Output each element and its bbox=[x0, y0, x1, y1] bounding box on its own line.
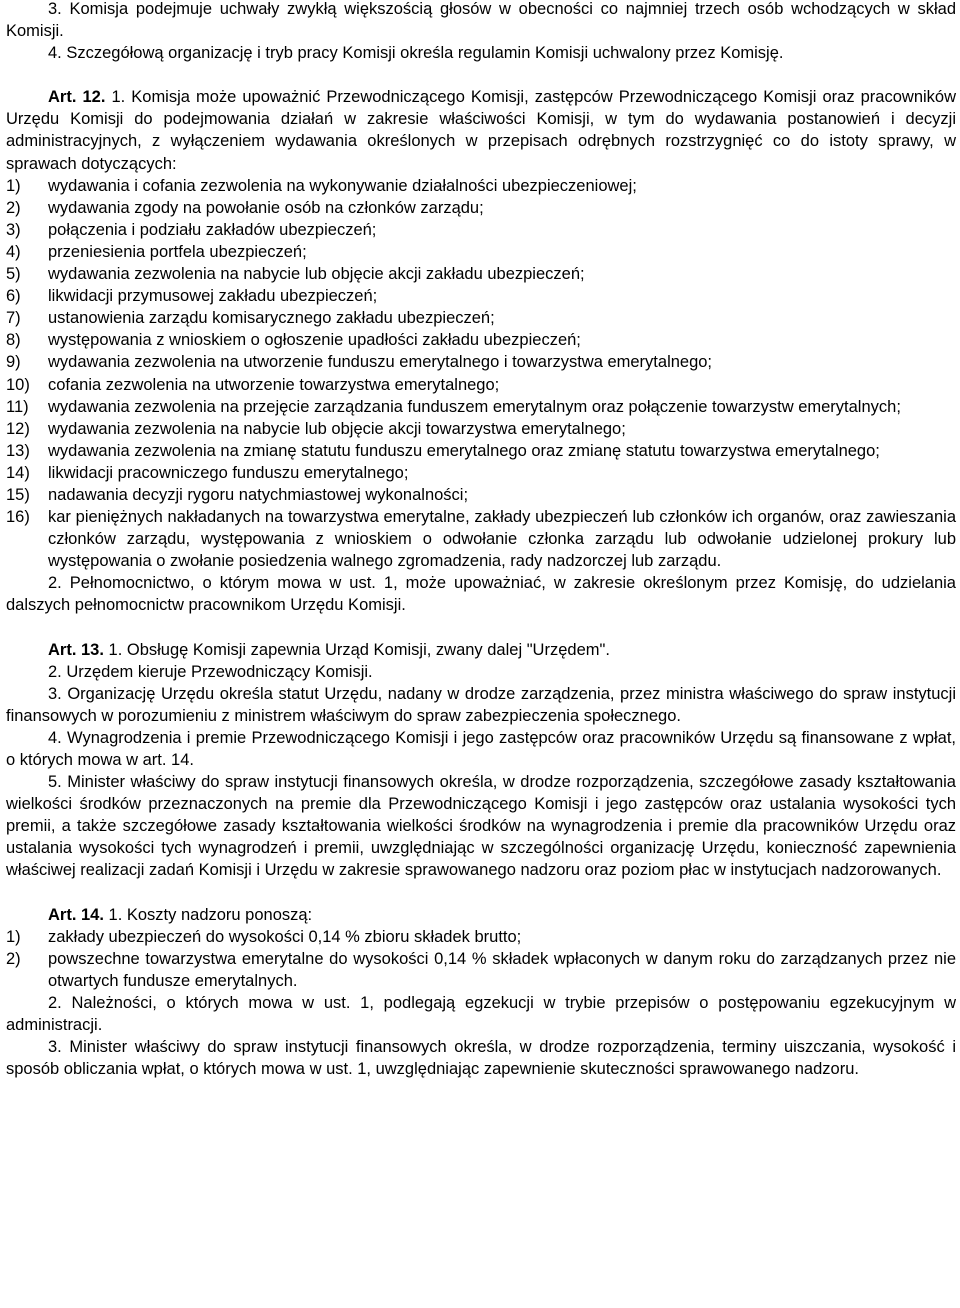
art-12-heading: Art. 12. bbox=[48, 88, 106, 107]
art-14-p1-text: 1. Koszty nadzoru ponoszą: bbox=[103, 905, 313, 924]
list-item-number: 11) bbox=[6, 397, 29, 416]
list-item bbox=[6, 374, 956, 396]
list-item-number: 8) bbox=[6, 331, 21, 350]
list-item-text: połączenia i podziału zakładów ubezpieczeń; bbox=[48, 220, 377, 239]
list-item bbox=[6, 351, 956, 373]
list-item-text: cofania zezwolenia na utworzenie towarzystwa emerytalnego; bbox=[48, 375, 500, 394]
list-item bbox=[6, 197, 956, 219]
list-item-number: 15) bbox=[6, 485, 30, 504]
list-item-number: 16) bbox=[6, 508, 30, 527]
list-item bbox=[6, 948, 956, 992]
list-item bbox=[6, 285, 956, 307]
list-item-text: wydawania i cofania zezwolenia na wykonywanie działalności ubezpieczeniowej; bbox=[48, 176, 637, 195]
art-13-paragraph-4: 4. Wynagrodzenia i premie Przewodniczącego Komisji i jego zastępców oraz pracowników Urzędu są finansowane z wpłat, o których mowa w art. 14. bbox=[6, 728, 956, 769]
art-13-paragraph-3: 3. Organizację Urzędu określa statut Urzędu, nadany w drodze zarządzenia, przez ministra właściwego do spraw instytucji finansowych w porozumieniu z ministrem właściwym do spraw zabezpieczenia społecznego. bbox=[6, 684, 956, 725]
art-14-paragraph-2: 2. Należności, o których mowa w ust. 1, podlegają egzekucji w trybie przepisów o postępowaniu egzekucyjnym w administracji. bbox=[6, 993, 956, 1035]
list-item-number: 3) bbox=[6, 220, 21, 239]
list-item-text: wydawania zezwolenia na nabycie lub objęcie akcji zakładu ubezpieczeń; bbox=[48, 265, 585, 284]
list-item-text: wydawania zezwolenia na przejęcie zarządzania funduszem emerytalnym oraz połączenie towarzystw emerytalnych; bbox=[48, 397, 901, 416]
list-item-text: wydawania zezwolenia na nabycie lub objęcie akcji towarzystwa emerytalnego; bbox=[48, 419, 626, 438]
list-item bbox=[6, 241, 956, 263]
list-item-number: 2) bbox=[6, 949, 21, 968]
art-14-paragraph-1 bbox=[6, 904, 956, 926]
list-item-text: likwidacji pracowniczego funduszu emerytalnego; bbox=[48, 463, 409, 482]
list-item-text: przeniesienia portfela ubezpieczeń; bbox=[48, 242, 307, 261]
document-page bbox=[6, 0, 956, 1080]
art-13-paragraph-2: 2. Urzędem kieruje Przewodniczący Komisji. bbox=[48, 662, 373, 681]
list-item bbox=[6, 263, 956, 285]
list-item-number: 1) bbox=[6, 176, 21, 195]
list-item-text: likwidacji przymusowej zakładu ubezpieczeń; bbox=[48, 287, 378, 306]
list-item-text: zakłady ubezpieczeń do wysokości 0,14 % zbioru składek brutto; bbox=[48, 927, 522, 946]
list-item bbox=[6, 484, 956, 506]
list-item bbox=[6, 329, 956, 351]
art-12-paragraph-2: 2. Pełnomocnictwo, o którym mowa w ust. 1, może upoważniać, w zakresie określonym przez Komisję, do udzielania dalszych pełnomocnictw pracownikom Urzędu Komisji. bbox=[6, 574, 956, 615]
list-item-text: powszechne towarzystwa emerytalne do wysokości 0,14 % składek wpłaconych w danym roku do zarządzanych przez nie otwartych fundusze emerytalnych. bbox=[48, 949, 956, 990]
list-item bbox=[6, 307, 956, 329]
art-12-p1-text: 1. Komisja może upoważnić Przewodniczącego Komisji, zastępców Przewodniczącego Komisji oraz pracowników Urzędu Komisji do podejmowania działań w zakresie właściwości Komisji, w tym do wydawania postanowień i decyzji administracyjnych, z wyłączeniem wydawania określonych w przepisach odrębnych rozstrzygnięć co do istoty sprawy, w sprawach dotyczących: bbox=[6, 88, 957, 173]
art-14-paragraph-3: 3. Minister właściwy do spraw instytucji finansowych określa, w drodze rozporządzenia, terminy uiszczania, wysokość i sposób obliczania wpłat, o których mowa w ust. 1, uwzględniając zapewnienie skuteczności sprawowanego nadzoru. bbox=[6, 1038, 956, 1079]
art-12-list bbox=[6, 175, 956, 573]
list-item-number: 12) bbox=[6, 419, 30, 438]
list-item-text: występowania z wnioskiem o ogłoszenie upadłości zakładu ubezpieczeń; bbox=[48, 331, 581, 350]
list-item bbox=[6, 506, 956, 572]
list-item bbox=[6, 926, 956, 948]
list-item-text: kar pieniężnych nakładanych na towarzystwa emerytalne, zakłady ubezpieczeń lub członków ich organów, oraz zawieszania członków zarządu, występowania z wnioskiem o odwołanie członka zarządu lub odwołanie udzielonej prokury lub występowania o zwołanie posiedzenia walnego zgromadzenia, rady nadzorczej lub zarządu. bbox=[48, 508, 956, 571]
art-13-paragraph-1 bbox=[6, 639, 956, 661]
paragraph-4: 4. Szczegółową organizację i tryb pracy Komisji określa regulamin Komisji uchwalony przez Komisję. bbox=[48, 44, 784, 63]
list-item-text: wydawania zgody na powołanie osób na członków zarządu; bbox=[48, 198, 484, 217]
list-item-number: 5) bbox=[6, 265, 21, 284]
paragraph-3: 3. Komisja podejmuje uchwały zwykłą większością głosów w obecności co najmniej trzech osób wchodzących w skład Komisji. bbox=[6, 0, 956, 41]
list-item-number: 9) bbox=[6, 353, 21, 372]
art-14-heading: Art. 14. bbox=[48, 905, 104, 924]
list-item-number: 14) bbox=[6, 463, 30, 482]
list-item-text: wydawania zezwolenia na zmianę statutu funduszu emerytalnego oraz zmianę statutu towarzystwa emerytalnego; bbox=[48, 441, 880, 460]
art-13-paragraph-5: 5. Minister właściwy do spraw instytucji finansowych określa, w drodze rozporządzenia, szczegółowe zasady kształtowania wielkości środków przeznaczonych na premie dla Przewodniczącego Komisji i jego zastępców oraz ustalania wysokości tych premii, a także szczegółowe zasady kształtowania wielkości środków na wynagrodzenia i premie dla pracowników Urzędu oraz ustalania wysokości tych wynagrodzeń i premii, uwzględniając w szczególności organizację Urzędu, konieczność zapewnienia właściwej realizacji zadań Komisji i Urzędu w zakresie sprawowanego nadzoru oraz poziom płac w instytucjach nadzorowanych. bbox=[6, 773, 956, 880]
list-item bbox=[6, 219, 956, 241]
art-13-p1-text: 1. Obsługę Komisji zapewnia Urząd Komisji, zwany dalej "Urzędem". bbox=[103, 640, 610, 659]
list-item bbox=[6, 175, 956, 197]
list-item-number: 13) bbox=[6, 441, 30, 460]
list-item bbox=[6, 396, 956, 418]
list-item-text: nadawania decyzji rygoru natychmiastowej wykonalności; bbox=[48, 485, 469, 504]
list-item bbox=[6, 418, 956, 440]
list-item-text: ustanowienia zarządu komisarycznego zakładu ubezpieczeń; bbox=[48, 309, 495, 328]
list-item-text: wydawania zezwolenia na utworzenie funduszu emerytalnego i towarzystwa emerytalnego; bbox=[48, 353, 713, 372]
list-item bbox=[6, 440, 956, 462]
list-item-number: 4) bbox=[6, 242, 21, 261]
art-12-paragraph-1 bbox=[6, 86, 956, 174]
list-item-number: 7) bbox=[6, 309, 21, 328]
art-14-list bbox=[6, 926, 956, 992]
list-item-number: 10) bbox=[6, 375, 30, 394]
list-item bbox=[6, 462, 956, 484]
list-item-number: 6) bbox=[6, 287, 21, 306]
list-item-number: 2) bbox=[6, 198, 21, 217]
art-13-heading: Art. 13. bbox=[48, 640, 104, 659]
list-item-number: 1) bbox=[6, 927, 21, 946]
